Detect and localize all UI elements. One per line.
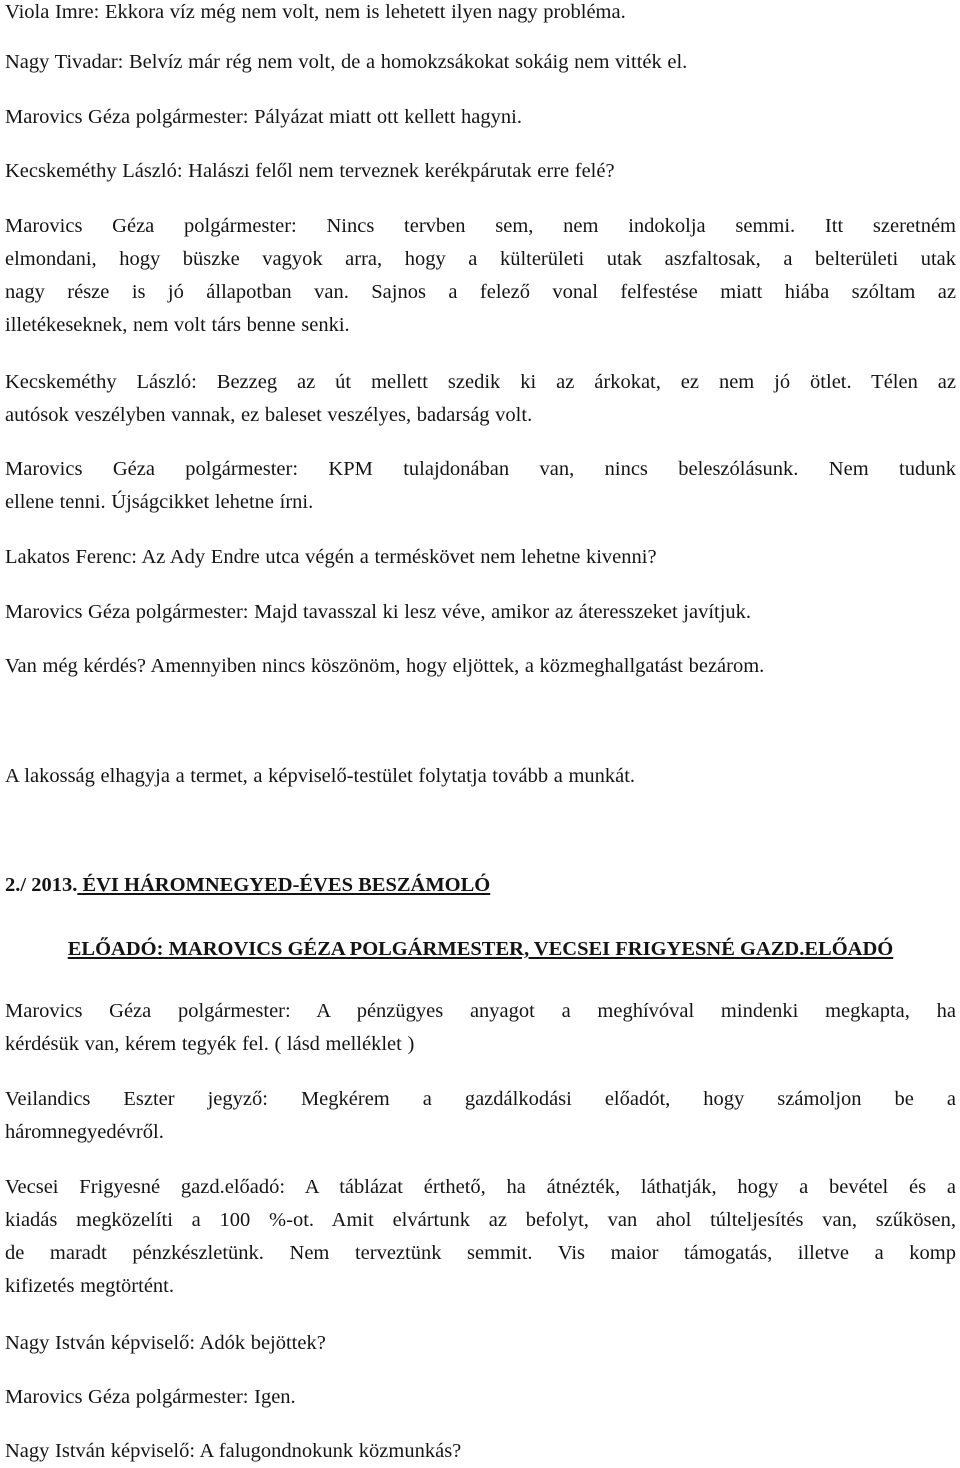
presenters-prefix: ELŐADÓ: <box>67 938 164 960</box>
paragraph-nagy-tivadar: Nagy Tivadar: Belvíz már rég nem volt, de a homokzsákokat sokáig nem vitték el. <box>5 51 688 73</box>
paragraph-lakossag-elhagyja: A lakosság elhagyja a termet, a képviselő-testület folytatja tovább a munkát. <box>5 765 636 787</box>
paragraph-marovics-palyazat: Marovics Géza polgármester: Pályázat miatt ott kellett hagyni. <box>5 106 522 128</box>
text-line: háromnegyedévről. <box>5 1121 164 1143</box>
agenda-item-heading <box>5 869 490 902</box>
paragraph-veilandics-eszter <box>5 1083 956 1149</box>
text-line: Veilandics Eszter jegyző: Megkérem a gazdálkodási előadót, hogy számoljon be a <box>5 1088 956 1110</box>
text-line: illetékeseknek, nem volt társ benne senki. <box>5 314 350 336</box>
paragraph-marovics-nincs-tervben <box>5 210 956 342</box>
paragraph-kecskemethy-bezzeg <box>5 366 956 432</box>
paragraph-nagy-istvan-adok: Nagy István képviselő: Adók bejöttek? <box>5 1332 326 1354</box>
agenda-presenters <box>5 933 956 966</box>
text-line: Marovics Géza polgármester: Nincs tervben sem, nem indokolja semmi. Itt szeretném <box>5 215 956 237</box>
agenda-title: ÉVI HÁROMNEGYED-ÉVES BESZÁMOLÓ <box>82 874 491 896</box>
paragraph-marovics-igen: Marovics Géza polgármester: Igen. <box>5 1386 296 1408</box>
text-line: de maradt pénzkészletünk. Nem terveztünk semmit. Vis maior támogatás, illetve a komp <box>5 1242 956 1264</box>
paragraph-nagy-istvan-falugondnok: Nagy István képviselő: A falugondnokunk közmunkás? <box>5 1440 462 1462</box>
paragraph-kecskemethy-halaszi: Kecskeméthy László: Halászi felől nem terveznek kerékpárutak erre felé? <box>5 160 615 182</box>
agenda-number: 2./ 2013. <box>5 874 78 896</box>
text-line: kiadás megközelíti a 100 %-ot. Amit elvártunk az befolyt, van ahol túlteljesítés van, szűkösen, <box>5 1209 956 1231</box>
paragraph-marovics-kpm <box>5 453 956 519</box>
paragraph-marovics-tavasszal: Marovics Géza polgármester: Majd tavasszal ki lesz véve, amikor az áteresszeket javítjuk. <box>5 601 752 623</box>
presenters-names: MAROVICS GÉZA POLGÁRMESTER, VECSEI FRIGYESNÉ GAZD. <box>168 938 805 960</box>
text-line: elmondani, hogy büszke vagyok arra, hogy a külterületi utak aszfaltosak, a belterületi utak <box>5 248 956 270</box>
paragraph-van-meg-kerdes: Van még kérdés? Amennyiben nincs köszönöm, hogy eljöttek, a közmeghallgatást bezárom. <box>5 655 765 677</box>
text-line: Marovics Géza polgármester: A pénzügyes anyagot a meghívóval mindenki megkapta, ha <box>5 1000 956 1022</box>
text-line: kifizetés megtörtént. <box>5 1275 174 1297</box>
text-line: autósok veszélyben vannak, ez baleset veszélyes, badarság volt. <box>5 404 533 426</box>
paragraph-viola-imre: Viola Imre: Ekkora víz még nem volt, nem is lehetett ilyen nagy probléma. <box>5 1 626 23</box>
presenters-suffix: ELŐADÓ <box>804 938 894 960</box>
text-line: nagy része is jó állapotban van. Sajnos a felező vonal felfestése miatt hiába szóltam az <box>5 281 956 303</box>
text-line: Kecskeméthy László: Bezzeg az út mellett szedik ki az árkokat, ez nem jó ötlet. Télen az <box>5 371 956 393</box>
text-line: ellene tenni. Újságcikket lehetne írni. <box>5 491 314 513</box>
text-line: Marovics Géza polgármester: KPM tulajdonában van, nincs beleszólásunk. Nem tudunk <box>5 458 956 480</box>
text-line: kérdésük van, kérem tegyék fel. ( lásd melléklet ) <box>5 1033 415 1055</box>
paragraph-marovics-penzugyes <box>5 995 956 1061</box>
paragraph-vecsei-frigyesne <box>5 1171 956 1303</box>
text-line: Vecsei Frigyesné gazd.előadó: A táblázat érthető, ha átnézték, láthatják, hogy a bevétel és a <box>5 1176 956 1198</box>
paragraph-lakatos-ferenc: Lakatos Ferenc: Az Ady Endre utca végén a terméskövet nem lehetne kivenni? <box>5 546 657 568</box>
